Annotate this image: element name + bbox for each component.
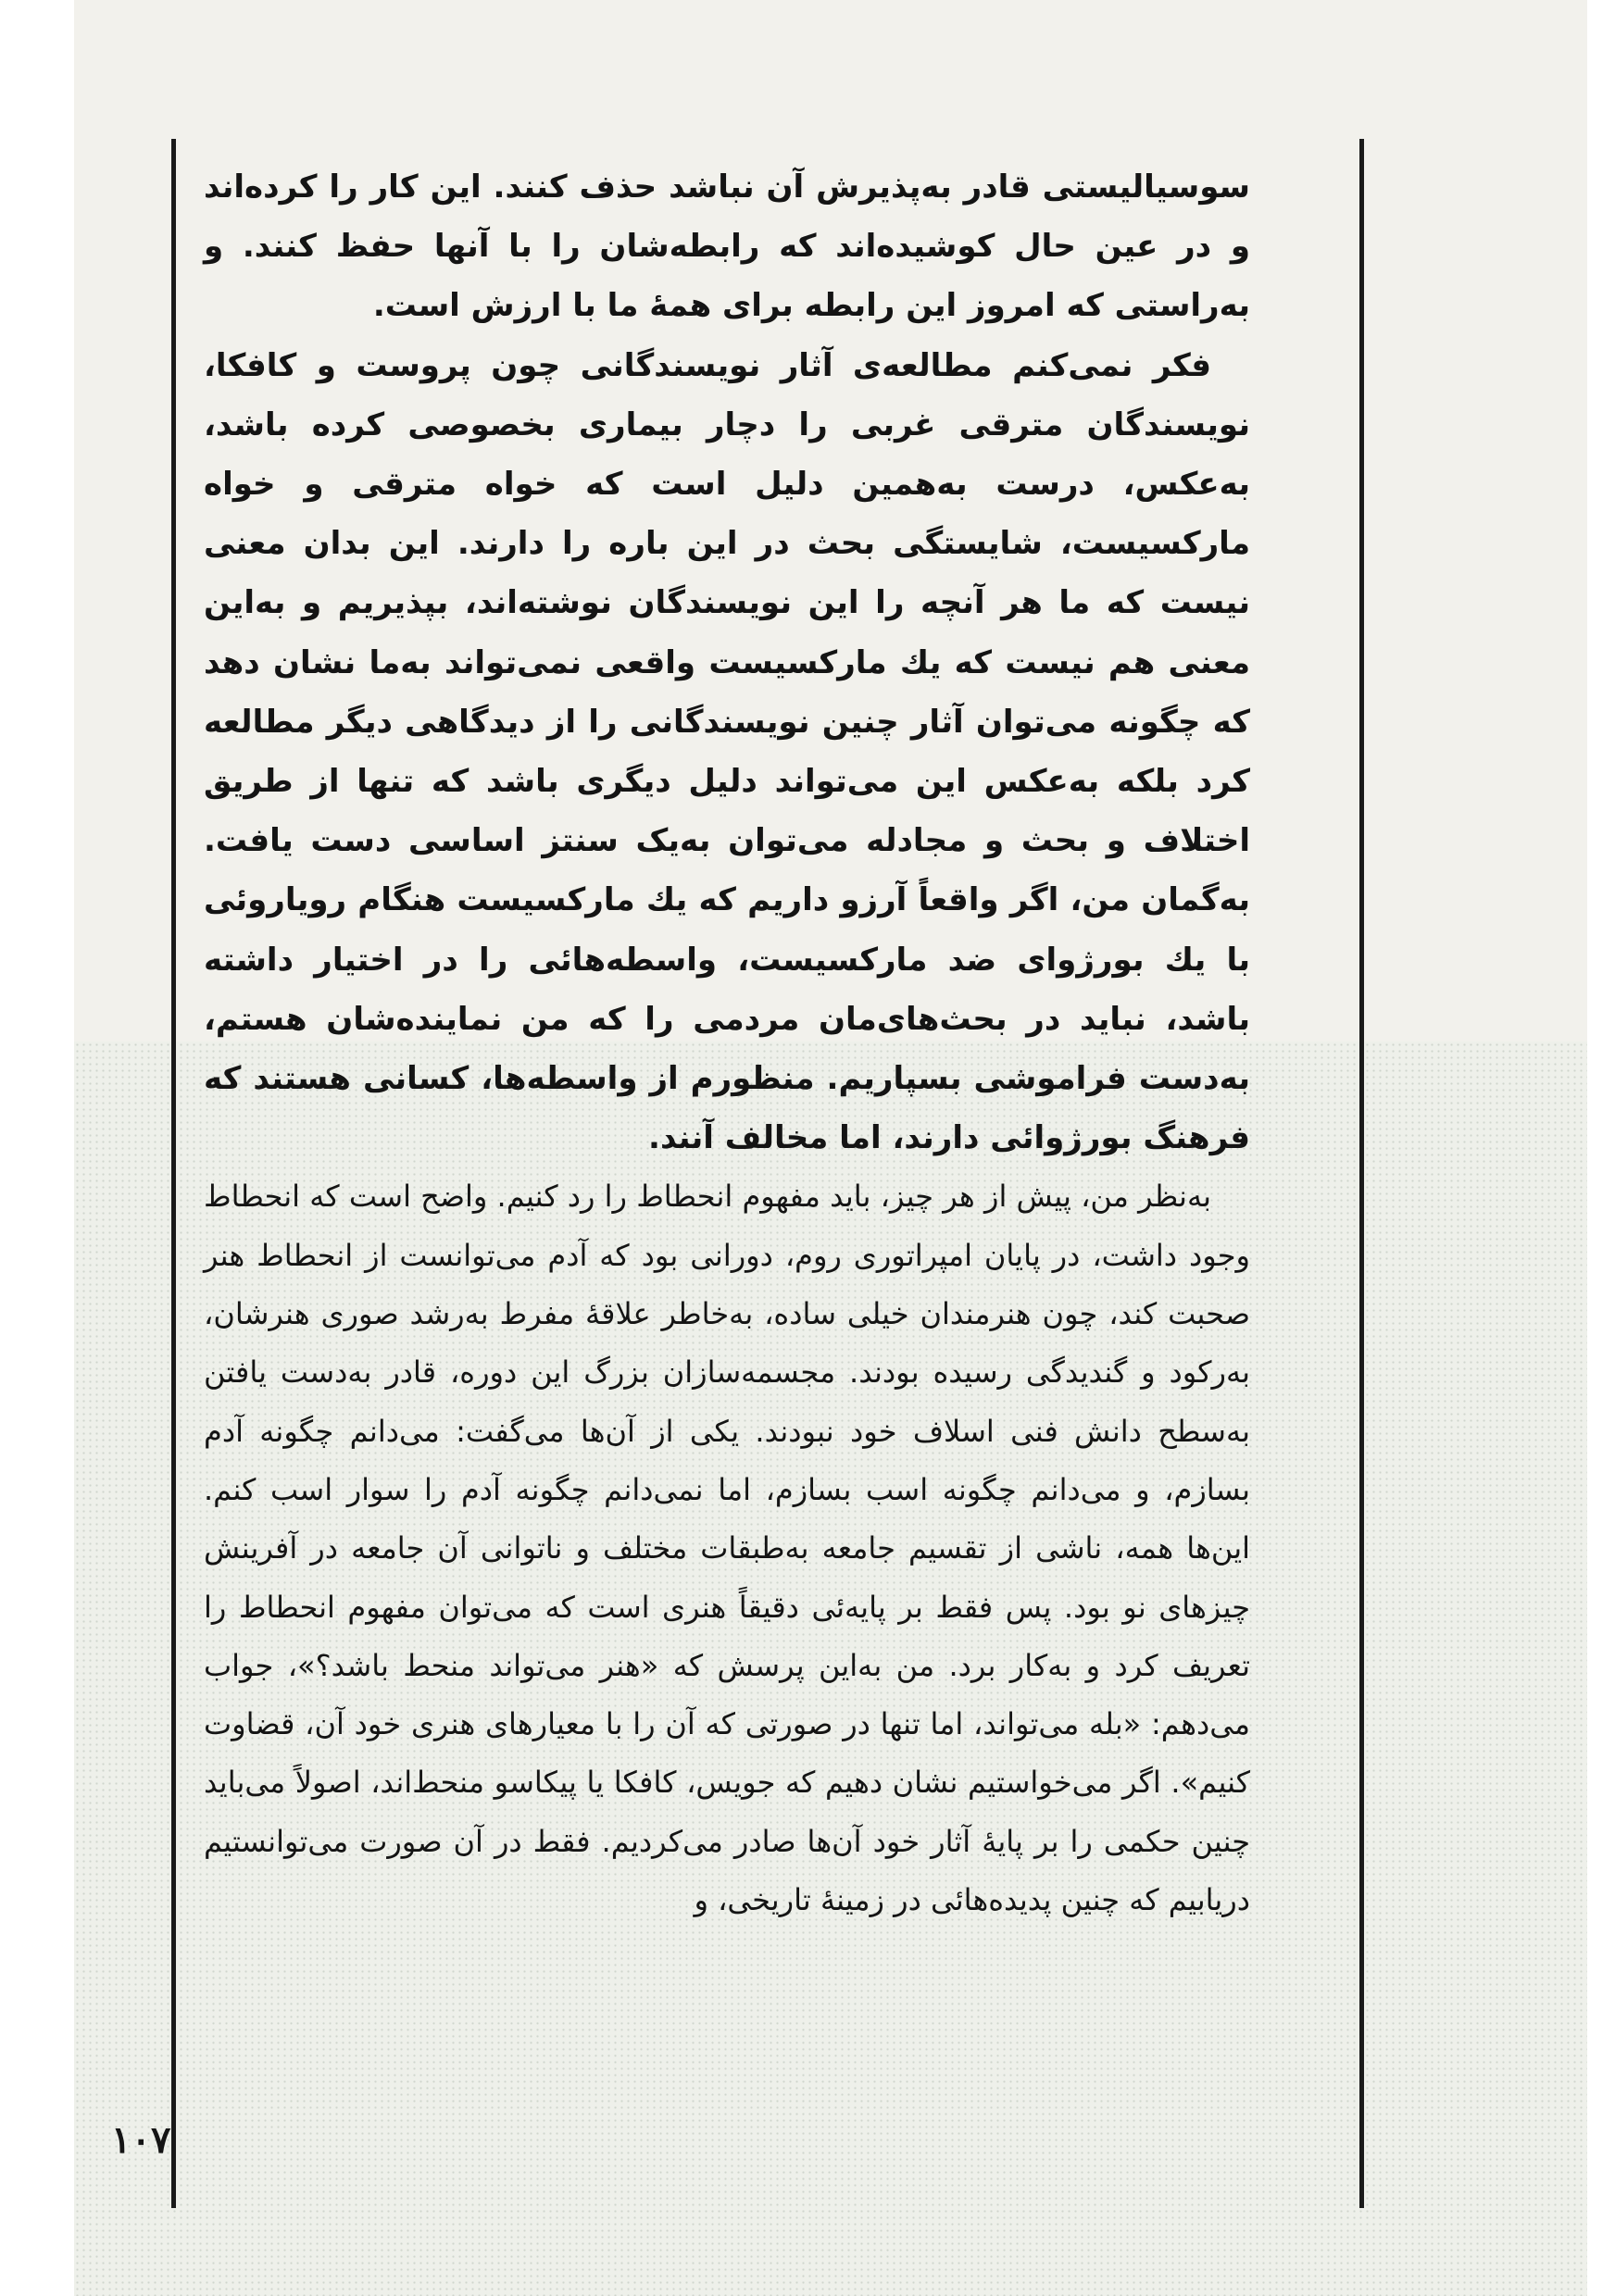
paragraph-decadence: به‌نظر من، پیش از هر چیز، باید مفهوم انحطاط را رد کنیم. واضح است که انحطاط وجود داشت، در پایان امپراتوری روم، دورانی بود که آدم می‌توانست از انحطاط هنر صحبت کند، چون هنرمندان خیلی ساده، به‌خاطر علاقهٔ مفرط به‌رشد صوری هنرشان، به‌رکود و گندیدگی رسیده بودند. مجسمه‌سازان بزرگ این دوره، قادر به‌دست یافتن به‌سطح دانش فنی اسلاف خود نبودند. یکی از آن‌ها می‌گفت: می‌دانم چگونه آدم بسازم، و می‌دانم چگونه اسب بسازم، اما نمی‌دانم چگونه آدم را سوار اسب کنم. این‌ها همه، ناشی از تقسیم جامعه به‌طبقات مختلف و ناتوانی آن جامعه در آفرینش چیزهای نو بود. پس فقط بر پایه‌ئی دقیقاً هنری است که می‌توان مفهوم انحطاط را تعریف کرد و به‌کار برد. من به‌این پرسش که «هنر می‌تواند منحط باشد؟»، جواب می‌دهم: «بله می‌تواند، اما تنها در صورتی که آن را با معیارهای هنری خود آن، قضاوت کنیم». اگر می‌خواستیم نشان دهیم که جویس، کافکا یا پیکاسو منحط‌اند، اصولاً می‌باید چنین حکمی را بر پایهٔ آثار خود آن‌ها صادر می‌کردیم. فقط در آن صورت می‌توانستیم دریابیم که چنین پدیده‌هائی در زمینهٔ تاریخی، و bbox=[204, 1179, 1250, 1918]
body-text bbox=[204, 157, 1250, 2222]
column-rule-left bbox=[171, 139, 176, 2208]
scan-margin-left bbox=[0, 0, 74, 2296]
page-number: ۱۰۷ bbox=[111, 2118, 171, 2162]
paragraph-continuation: سوسیالیستی قادر به‌پذیرش آن نباشد حذف کنند. این کار را کرده‌اند و در عین حال کوشیده‌اند که رابطه‌شان را با آنها حفظ کنند. و به‌راستی که امروز این رابطه برای همهٔ ما با ارزش است. bbox=[204, 168, 1250, 325]
column-rule-right bbox=[1359, 139, 1364, 2208]
scan-margin-right bbox=[1587, 0, 1615, 2296]
paragraph-proust-kafka: فکر نمی‌کنم مطالعه‌ی آثار نویسندگانی چون پروست و کافکا، نویسندگان مترقی غربی را دچار بیماری بخصوصی کرده باشد، به‌عکس، درست به‌همین دلیل است که خواه مترقی و خواه مارکسیست، شایستگی بحث در این باره را دارند. این بدان معنی نیست که ما هر آنچه را این نویسندگان نوشته‌اند، بپذیریم و به‌این معنی هم نیست که یك مارکسیست واقعی نمی‌تواند به‌ما نشان دهد که چگونه می‌توان آثار چنین نویسندگانی را از دیدگاهی دیگر مطالعه کرد بلکه به‌عکس این می‌تواند دلیل دیگری باشد که تنها از طریق اختلاف و بحث و مجادله می‌توان به‌یک سنتز اساسی دست یافت. به‌گمان من، اگر واقعاً آرزو داریم که یك مارکسیست هنگام رویاروئی با یك بورژوای ضد مارکسیست، واسطه‌هائی را در اختیار داشته باشد، نباید در بحث‌های‌مان مردمی را که من نماینده‌شان هستم، به‌دست فراموشی بسپاریم. منظورم از واسطه‌ها، کسانی هستند که فرهنگ بورژوائی دارند، اما مخالف آنند. bbox=[204, 346, 1250, 1157]
